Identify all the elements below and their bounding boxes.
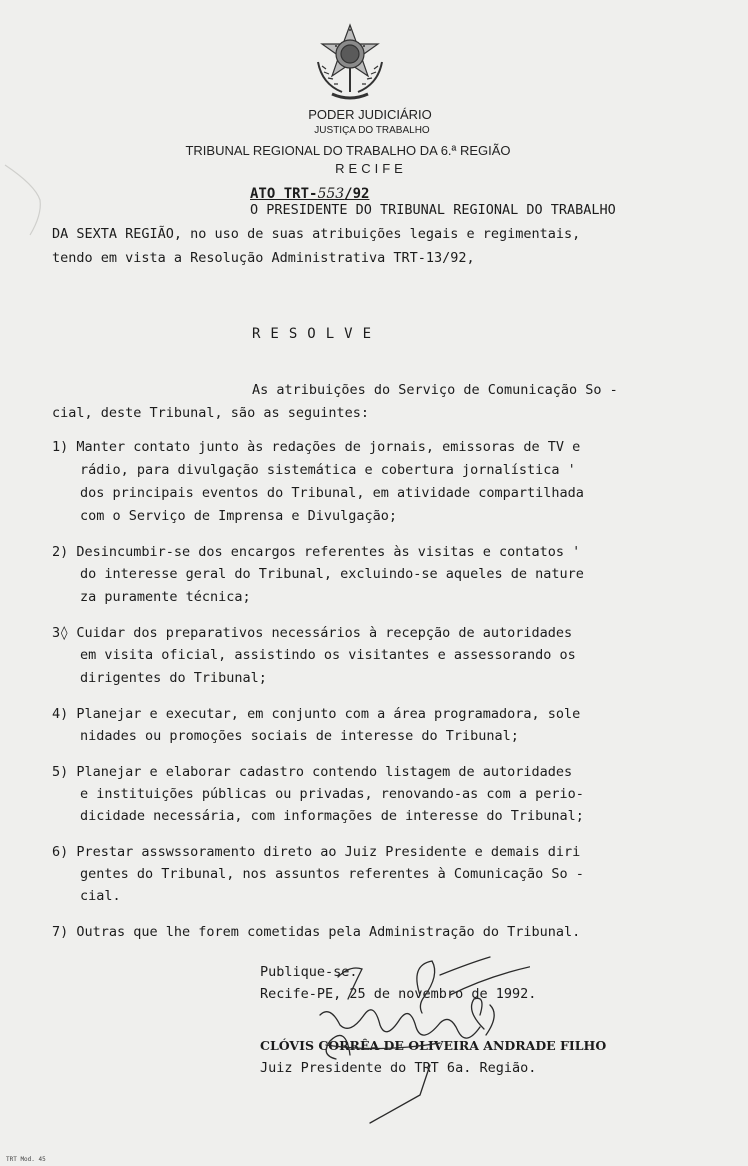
list-item-line: gentes do Tribunal, nos assuntos referentes à Comunicação So - (80, 866, 584, 882)
header-city: RECIFE (335, 161, 407, 176)
list-item-line: dicidade necessária, com informações de interesse do Tribunal; (80, 808, 584, 824)
list-item-line: 7) Outras que lhe forem cometidas pela Administração do Tribunal. (52, 924, 581, 940)
signatory-name: CLÓVIS CORRÊA DE OLIVEIRA ANDRADE FILHO (260, 1038, 607, 1053)
list-item-line: nidades ou promoções sociais de interesse do Tribunal; (80, 728, 519, 744)
act-handwritten-number: 553 (317, 186, 345, 202)
publish-line: Publique-se. (260, 964, 358, 980)
preamble-line: tendo em vista a Resolução Administrativa TRT-13/92, (52, 250, 475, 266)
act-number (250, 186, 369, 202)
list-item-line: e instituições públicas ou privadas, renovando-as com a perio- (80, 786, 584, 802)
list-item-line: za puramente técnica; (80, 589, 251, 605)
preamble-line: O PRESIDENTE DO TRIBUNAL REGIONAL DO TRABALHO (250, 202, 616, 218)
list-item-line: 2) Desincumbir-se dos encargos referentes às visitas e contatos ' (52, 544, 581, 560)
list-item-line: com o Serviço de Imprensa e Divulgação; (80, 508, 397, 524)
list-item-line: do interesse geral do Tribunal, excluindo-se aqueles de nature (80, 566, 584, 582)
intro-line: cial, deste Tribunal, são as seguintes: (52, 405, 369, 421)
header-justice: JUSTIÇA DO TRABALHO (314, 125, 430, 136)
signatory-title: Juiz Presidente do TRT 6a. Região. (260, 1060, 537, 1076)
list-item-line: cial. (80, 888, 121, 904)
list-item-line: 1) Manter contato junto às redações de jornais, emissoras de TV e (52, 439, 581, 455)
resolve-heading: RESOLVE (252, 326, 382, 342)
form-code: TRT Mod. 45 (6, 1156, 46, 1163)
intro-line: As atribuições do Serviço de Comunicação So - (252, 382, 618, 398)
handwritten-signature (290, 955, 530, 1125)
list-item-line: 3◊ Cuidar dos preparativos necessários à recepção de autoridades (52, 625, 573, 641)
list-item-line: 5) Planejar e elaborar cadastro contendo listagem de autoridades (52, 764, 573, 780)
date-line: Recife-PE, 25 de novembro de 1992. (260, 986, 537, 1002)
list-item-line: 4) Planejar e executar, em conjunto com a área programadora, sole (52, 706, 581, 722)
header-tribunal: TRIBUNAL REGIONAL DO TRABALHO DA 6.ª REGIÃO (185, 143, 511, 158)
list-item-line: em visita oficial, assistindo os visitantes e assessorando os (80, 647, 576, 663)
list-item-line: 6) Prestar asswssoramento direto ao Juiz Presidente e demais diri (52, 844, 581, 860)
list-item-line: rádio, para divulgação sistemática e cobertura jornalística ' (80, 462, 576, 478)
preamble-line: DA SEXTA REGIÃO, no uso de suas atribuições legais e regimentais, (52, 226, 581, 242)
header-institution: PODER JUDICIÁRIO (308, 107, 432, 122)
list-item-line: dirigentes do Tribunal; (80, 670, 267, 686)
coat-of-arms-icon (312, 22, 388, 106)
act-suffix: /92 (344, 186, 370, 202)
act-prefix: ATO TRT- (250, 186, 318, 202)
list-item-line: dos principais eventos do Tribunal, em atividade compartilhada (80, 485, 584, 501)
